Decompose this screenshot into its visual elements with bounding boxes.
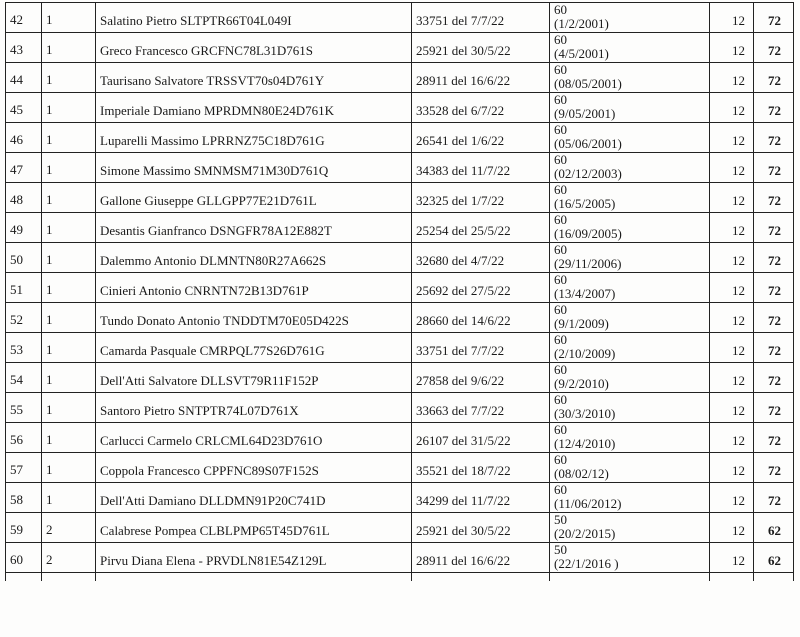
hours-value: 12 [710, 303, 754, 333]
row-number: 51 [6, 273, 42, 303]
candidate-name: Santoro Pietro SNTPTR74L07D761X [96, 393, 412, 423]
table-row [6, 153, 794, 183]
row-number: 57 [6, 453, 42, 483]
points-value: 60 [554, 212, 567, 227]
candidate-name: Coppola Francesco CPPFNC89S07F152S [96, 453, 412, 483]
score-and-date [550, 363, 710, 393]
empty-cell [710, 573, 754, 581]
table-row [6, 393, 794, 423]
hours-value: 12 [710, 183, 754, 213]
table-row [6, 183, 794, 213]
hours-value: 12 [710, 513, 754, 543]
service-date: (16/09/2005) [554, 226, 622, 241]
score-and-date [550, 333, 710, 363]
candidate-name: Dalemmo Antonio DLMNTN80R27A662S [96, 243, 412, 273]
protocol-reference: 33663 del 7/7/22 [412, 393, 550, 423]
protocol-reference: 34383 del 11/7/22 [412, 153, 550, 183]
empty-cell [412, 573, 550, 581]
candidate-name: Desantis Gianfranco DSNGFR78A12E882T [96, 213, 412, 243]
row-number: 47 [6, 153, 42, 183]
service-date: (9/1/2009) [554, 316, 609, 331]
candidate-name: Dell'Atti Salvatore DLLSVT79R11F152P [96, 363, 412, 393]
service-date: (11/06/2012) [554, 496, 622, 511]
candidate-name: Carlucci Carmelo CRLCML64D23D761O [96, 423, 412, 453]
group-number: 1 [42, 153, 96, 183]
service-date: (4/5/2001) [554, 46, 609, 61]
total-score: 72 [754, 93, 794, 123]
candidate-name: Taurisano Salvatore TRSSVT70s04D761Y [96, 63, 412, 93]
candidate-name: Gallone Giuseppe GLLGPP77E21D761L [96, 183, 412, 213]
service-date: (22/1/2016 ) [554, 556, 619, 571]
hours-value: 12 [710, 483, 754, 513]
table-row [6, 513, 794, 543]
points-value: 60 [554, 62, 567, 77]
score-and-date [550, 33, 710, 63]
hours-value: 12 [710, 453, 754, 483]
points-value: 60 [554, 272, 567, 287]
total-score: 72 [754, 273, 794, 303]
total-score: 72 [754, 453, 794, 483]
row-number: 55 [6, 393, 42, 423]
score-and-date [550, 543, 710, 573]
table-row [6, 483, 794, 513]
group-number: 1 [42, 213, 96, 243]
service-date: (2/10/2009) [554, 346, 616, 361]
table-row [6, 273, 794, 303]
protocol-reference: 26541 del 1/6/22 [412, 123, 550, 153]
points-value: 60 [554, 392, 567, 407]
candidate-name: Calabrese Pompea CLBLPMP65T45D761L [96, 513, 412, 543]
points-value: 50 [554, 512, 567, 527]
group-number: 1 [42, 93, 96, 123]
total-score: 72 [754, 423, 794, 453]
row-number: 52 [6, 303, 42, 333]
service-date: (05/06/2001) [554, 136, 622, 151]
table-row [6, 33, 794, 63]
protocol-reference: 25692 del 27/5/22 [412, 273, 550, 303]
table-row [6, 333, 794, 363]
group-number: 1 [42, 393, 96, 423]
points-value: 60 [554, 482, 567, 497]
protocol-reference: 28911 del 16/6/22 [412, 543, 550, 573]
points-value: 60 [554, 332, 567, 347]
score-and-date [550, 273, 710, 303]
candidate-name: Cinieri Antonio CNRNTN72B13D761P [96, 273, 412, 303]
score-and-date [550, 93, 710, 123]
hours-value: 12 [710, 63, 754, 93]
candidate-name: Tundo Donato Antonio TNDDTM70E05D422S [96, 303, 412, 333]
total-score: 72 [754, 183, 794, 213]
total-score: 72 [754, 243, 794, 273]
row-number: 42 [6, 3, 42, 33]
table-row [6, 123, 794, 153]
group-number: 1 [42, 453, 96, 483]
points-value: 60 [554, 92, 567, 107]
row-number: 43 [6, 33, 42, 63]
service-date: (16/5/2005) [554, 196, 616, 211]
protocol-reference: 33751 del 7/7/22 [412, 3, 550, 33]
protocol-reference: 33528 del 6/7/22 [412, 93, 550, 123]
empty-cell [754, 573, 794, 581]
group-number: 1 [42, 273, 96, 303]
ranking-table-body [6, 3, 794, 581]
hours-value: 12 [710, 393, 754, 423]
points-value: 60 [554, 122, 567, 137]
score-and-date [550, 423, 710, 453]
protocol-reference: 33751 del 7/7/22 [412, 333, 550, 363]
total-score: 72 [754, 3, 794, 33]
table-row [6, 63, 794, 93]
score-and-date [550, 63, 710, 93]
service-date: (02/12/2003) [554, 166, 622, 181]
total-score: 62 [754, 543, 794, 573]
table-row [6, 423, 794, 453]
row-number: 48 [6, 183, 42, 213]
row-number: 49 [6, 213, 42, 243]
table-row [6, 303, 794, 333]
service-date: (20/2/2015) [554, 526, 616, 541]
total-score: 72 [754, 33, 794, 63]
row-number: 59 [6, 513, 42, 543]
score-and-date [550, 3, 710, 33]
hours-value: 12 [710, 33, 754, 63]
table-row-partial [6, 573, 794, 581]
row-number: 44 [6, 63, 42, 93]
group-number: 1 [42, 3, 96, 33]
points-value: 60 [554, 362, 567, 377]
points-value: 60 [554, 242, 567, 257]
hours-value: 12 [710, 153, 754, 183]
total-score: 62 [754, 513, 794, 543]
table-row [6, 93, 794, 123]
points-value: 60 [554, 452, 567, 467]
candidate-name: Pirvu Diana Elena - PRVDLN81E54Z129L [96, 543, 412, 573]
hours-value: 12 [710, 93, 754, 123]
table-row [6, 453, 794, 483]
candidate-name: Greco Francesco GRCFNC78L31D761S [96, 33, 412, 63]
candidate-name: Imperiale Damiano MPRDMN80E24D761K [96, 93, 412, 123]
candidate-name: Dell'Atti Damiano DLLDMN91P20C741D [96, 483, 412, 513]
score-and-date [550, 123, 710, 153]
score-and-date [550, 513, 710, 543]
hours-value: 12 [710, 213, 754, 243]
protocol-reference: 34299 del 11/7/22 [412, 483, 550, 513]
protocol-reference: 28911 del 16/6/22 [412, 63, 550, 93]
group-number: 1 [42, 483, 96, 513]
protocol-reference: 25254 del 25/5/22 [412, 213, 550, 243]
service-date: (12/4/2010) [554, 436, 616, 451]
candidate-name: Luparelli Massimo LPRRNZ75C18D761G [96, 123, 412, 153]
service-date: (9/2/2010) [554, 376, 609, 391]
service-date: (9/05/2001) [554, 106, 616, 121]
protocol-reference: 32680 del 4/7/22 [412, 243, 550, 273]
hours-value: 12 [710, 333, 754, 363]
table-row [6, 243, 794, 273]
group-number: 1 [42, 303, 96, 333]
table-row [6, 363, 794, 393]
points-value: 60 [554, 422, 567, 437]
group-number: 1 [42, 63, 96, 93]
service-date: (29/11/2006) [554, 256, 622, 271]
service-date: (08/02/12) [554, 466, 609, 481]
hours-value: 12 [710, 423, 754, 453]
points-value: 60 [554, 32, 567, 47]
total-score: 72 [754, 363, 794, 393]
hours-value: 12 [710, 273, 754, 303]
protocol-reference: 27858 del 9/6/22 [412, 363, 550, 393]
row-number: 53 [6, 333, 42, 363]
score-and-date [550, 453, 710, 483]
total-score: 72 [754, 333, 794, 363]
hours-value: 12 [710, 543, 754, 573]
hours-value: 12 [710, 363, 754, 393]
score-and-date [550, 483, 710, 513]
protocol-reference: 28660 del 14/6/22 [412, 303, 550, 333]
empty-cell [550, 573, 710, 581]
hours-value: 12 [710, 243, 754, 273]
total-score: 72 [754, 153, 794, 183]
empty-cell [6, 573, 42, 581]
service-date: (13/4/2007) [554, 286, 616, 301]
group-number: 1 [42, 423, 96, 453]
total-score: 72 [754, 483, 794, 513]
table-row [6, 213, 794, 243]
protocol-reference: 32325 del 1/7/22 [412, 183, 550, 213]
hours-value: 12 [710, 123, 754, 153]
candidate-name: Salatino Pietro SLTPTR66T04L049I [96, 3, 412, 33]
total-score: 72 [754, 393, 794, 423]
points-value: 60 [554, 182, 567, 197]
score-and-date [550, 393, 710, 423]
hours-value: 12 [710, 3, 754, 33]
row-number: 58 [6, 483, 42, 513]
empty-cell [42, 573, 96, 581]
score-and-date [550, 243, 710, 273]
empty-cell [96, 573, 412, 581]
row-number: 45 [6, 93, 42, 123]
group-number: 1 [42, 363, 96, 393]
service-date: (30/3/2010) [554, 406, 616, 421]
points-value: 60 [554, 302, 567, 317]
points-value: 60 [554, 2, 567, 17]
total-score: 72 [754, 63, 794, 93]
group-number: 2 [42, 543, 96, 573]
protocol-reference: 35521 del 18/7/22 [412, 453, 550, 483]
points-value: 50 [554, 542, 567, 557]
group-number: 1 [42, 183, 96, 213]
row-number: 50 [6, 243, 42, 273]
total-score: 72 [754, 213, 794, 243]
table-row [6, 543, 794, 573]
points-value: 60 [554, 152, 567, 167]
group-number: 2 [42, 513, 96, 543]
protocol-reference: 25921 del 30/5/22 [412, 33, 550, 63]
ranking-table [5, 2, 794, 581]
group-number: 1 [42, 123, 96, 153]
row-number: 60 [6, 543, 42, 573]
score-and-date [550, 303, 710, 333]
protocol-reference: 26107 del 31/5/22 [412, 423, 550, 453]
group-number: 1 [42, 33, 96, 63]
row-number: 56 [6, 423, 42, 453]
service-date: (1/2/2001) [554, 16, 609, 31]
protocol-reference: 25921 del 30/5/22 [412, 513, 550, 543]
score-and-date [550, 213, 710, 243]
score-and-date [550, 183, 710, 213]
service-date: (08/05/2001) [554, 76, 622, 91]
group-number: 1 [42, 333, 96, 363]
group-number: 1 [42, 243, 96, 273]
table-row [6, 3, 794, 33]
row-number: 46 [6, 123, 42, 153]
total-score: 72 [754, 303, 794, 333]
total-score: 72 [754, 123, 794, 153]
candidate-name: Camarda Pasquale CMRPQL77S26D761G [96, 333, 412, 363]
score-and-date [550, 153, 710, 183]
candidate-name: Simone Massimo SMNMSM71M30D761Q [96, 153, 412, 183]
row-number: 54 [6, 363, 42, 393]
